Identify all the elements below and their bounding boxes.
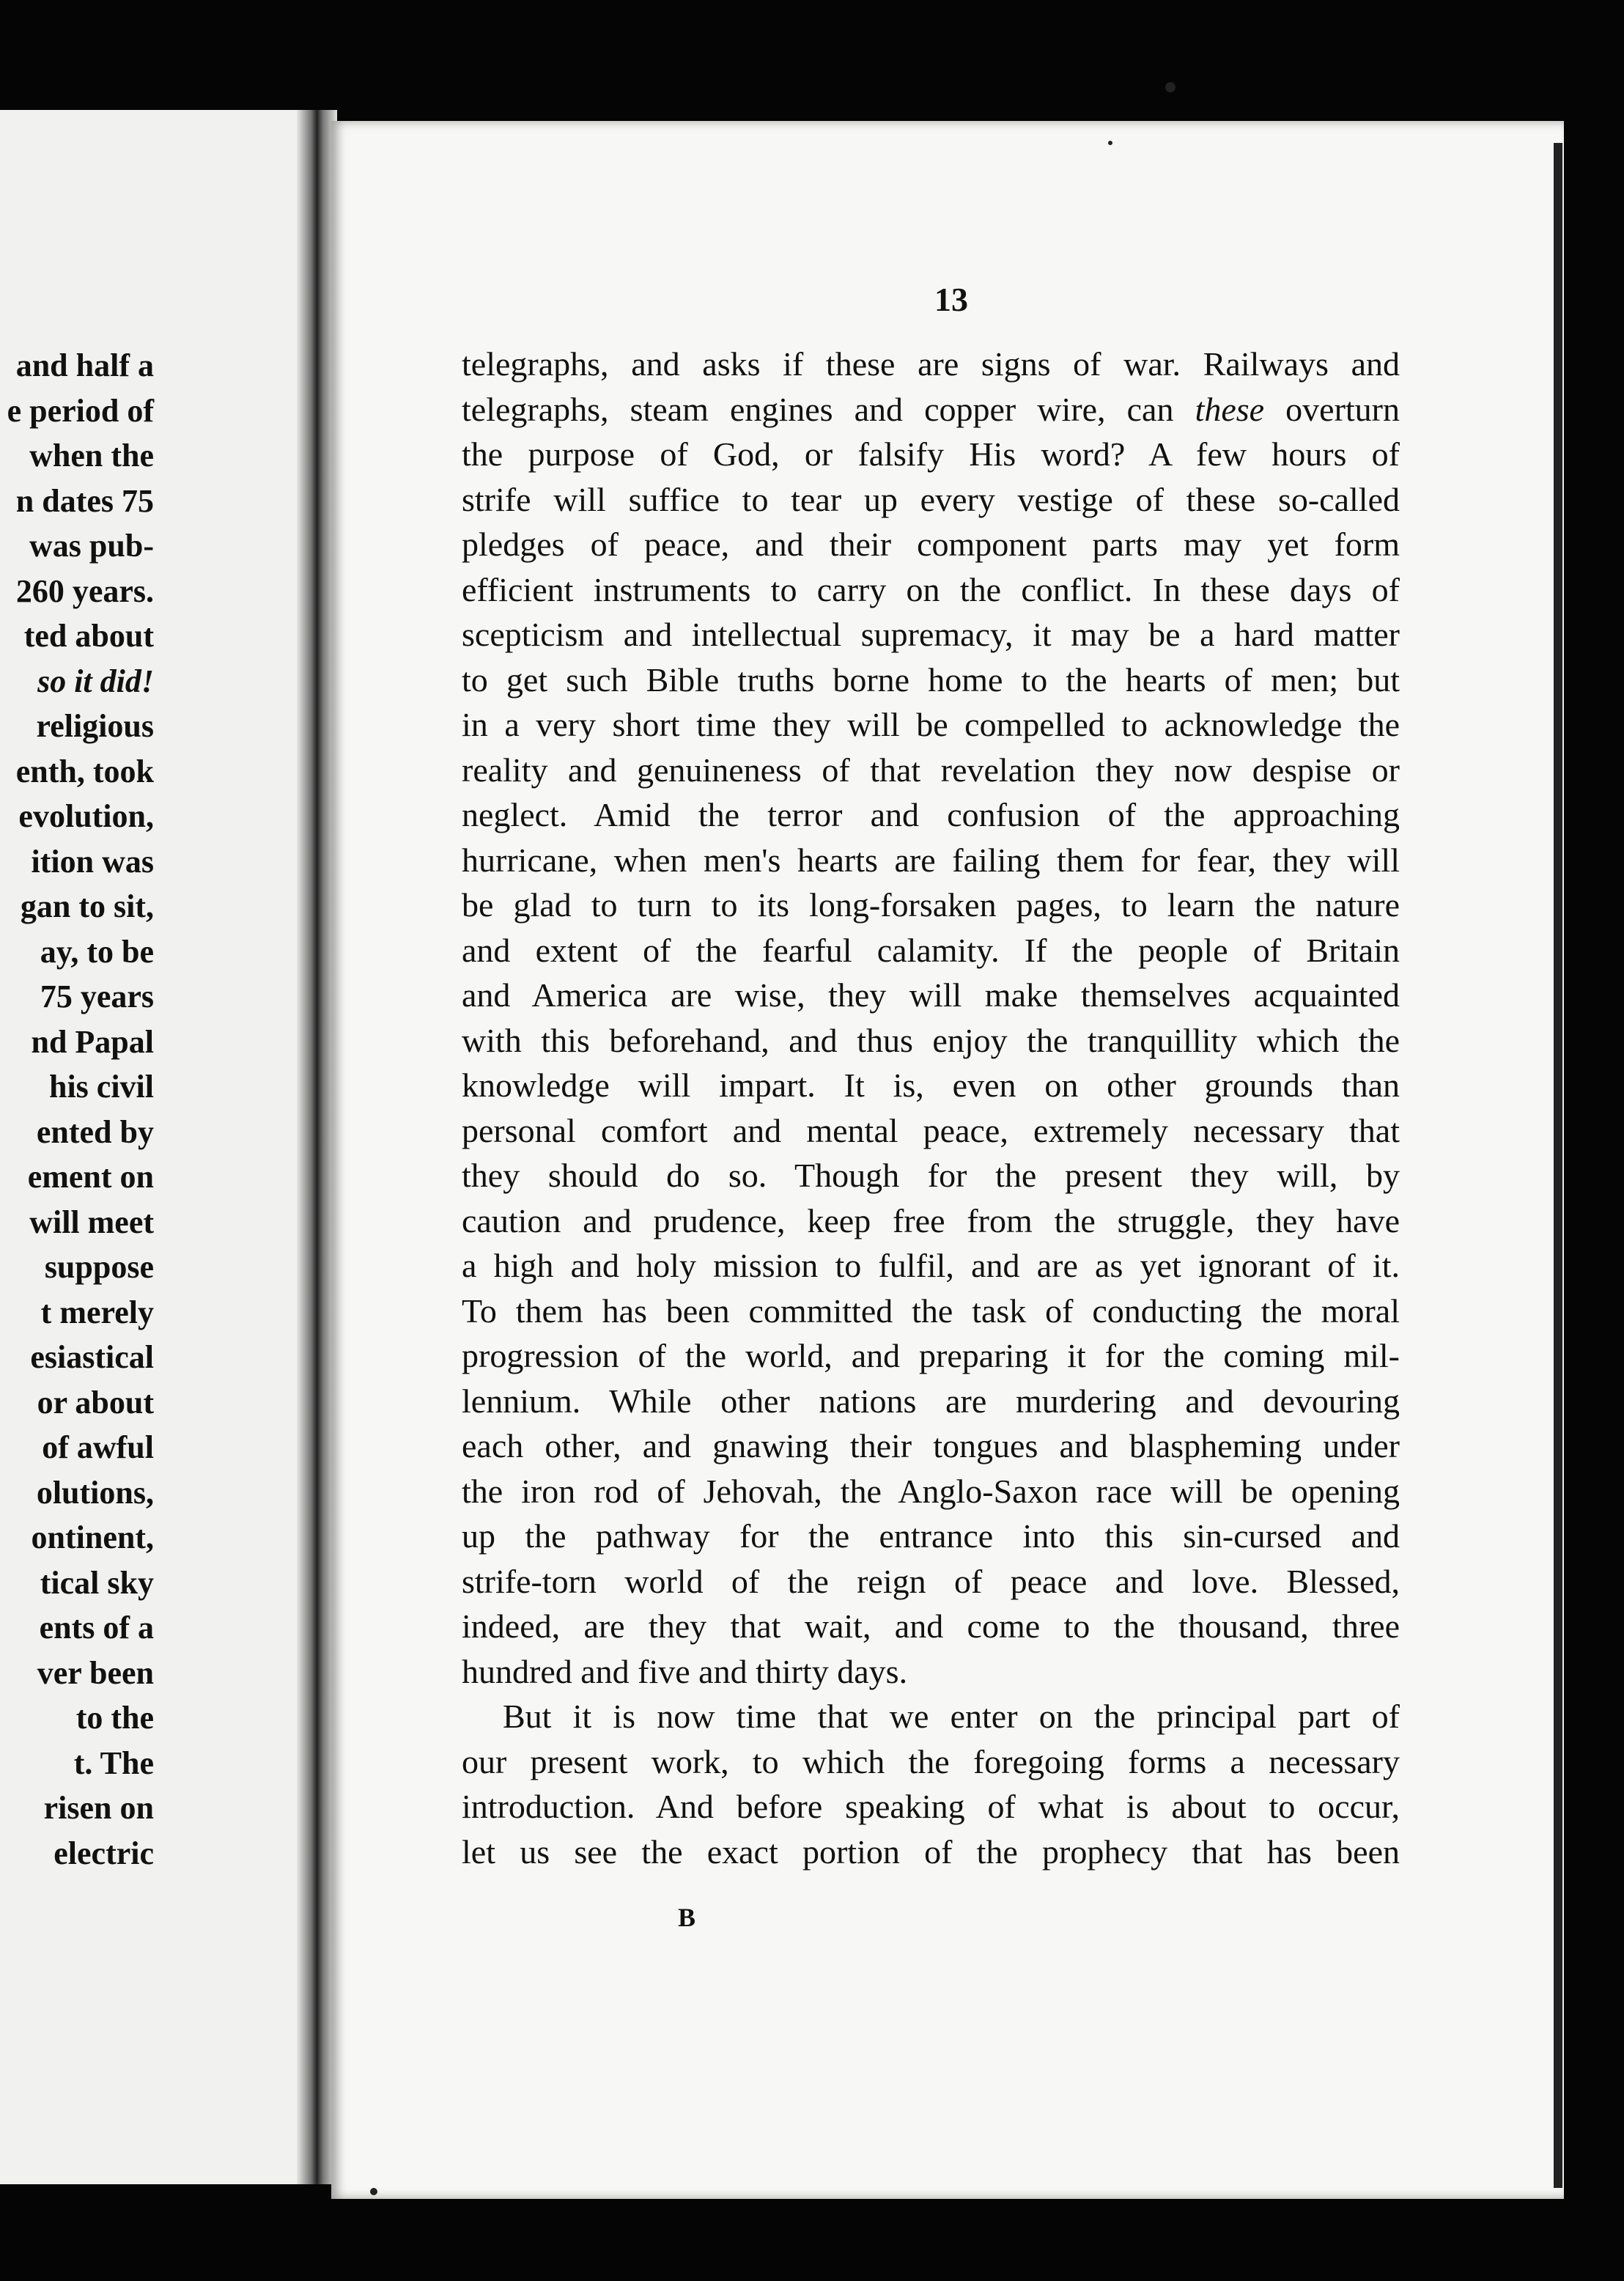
page-edge	[1554, 143, 1562, 2188]
text-line-part: and America are wise, they will make themselves acquainted	[462, 976, 1400, 1014]
text-line	[462, 657, 1400, 703]
text-line	[462, 1739, 1400, 1785]
left-page-line: nd Papal	[31, 1023, 154, 1060]
left-page-line: or about	[37, 1384, 154, 1420]
text-line-part: knowledge will impart. It is, even on other grounds than	[462, 1066, 1400, 1104]
text-line-part: the iron rod of Jehovah, the Anglo-Saxon race will be opening	[462, 1472, 1400, 1510]
text-line-part: our present work, to which the foregoing forms a necessary	[462, 1742, 1400, 1780]
left-page-line: t merely	[40, 1294, 154, 1330]
left-page-line: ay, to be	[40, 933, 154, 970]
left-page-line: so it did!	[37, 663, 154, 699]
left-page-line: electric	[53, 1835, 154, 1871]
text-line	[462, 702, 1400, 748]
left-page-line: esiastical	[30, 1339, 154, 1375]
page-number: 13	[934, 281, 968, 318]
signature-mark: B	[678, 1903, 696, 1932]
left-page-line: ents of a	[39, 1610, 154, 1646]
text-line-part: be glad to turn to its long-forsaken pages, to learn the nature	[462, 886, 1400, 924]
text-line	[462, 1108, 1400, 1154]
left-page-line: e period of	[7, 392, 154, 429]
text-line-part: hurricane, when men's hearts are failing them for fear, they will	[462, 841, 1400, 879]
text-line	[462, 792, 1400, 838]
text-line-part: overturn	[1264, 390, 1400, 428]
left-page-line: ver been	[37, 1654, 154, 1691]
text-line	[462, 1243, 1400, 1289]
left-page-line: evolution,	[18, 798, 154, 834]
text-line	[462, 1694, 1400, 1739]
left-page-line: t. The	[73, 1744, 154, 1781]
text-line	[462, 1829, 1400, 1875]
page-body-text	[462, 342, 1400, 1874]
text-line	[462, 748, 1400, 793]
text-line	[462, 928, 1400, 973]
text-line	[462, 1063, 1400, 1108]
left-page-text	[0, 343, 154, 1876]
text-line-part: strife will suffice to tear up every vestige of these so-called	[462, 480, 1400, 518]
text-line	[462, 1604, 1400, 1649]
text-line-part: introduction. And before speaking of what is about to occur,	[462, 1788, 1400, 1825]
text-line-part: lennium. While other nations are murdering and devouring	[462, 1382, 1400, 1420]
text-line-part: progression of the world, and preparing it for the coming mil-	[462, 1337, 1400, 1374]
left-page-line: ition was	[31, 843, 154, 880]
text-line	[462, 1514, 1400, 1559]
text-line-part: in a very short time they will be compelled to acknowledge the	[462, 706, 1400, 743]
text-line	[462, 1469, 1400, 1514]
left-page-line: risen on	[43, 1790, 154, 1826]
text-line	[462, 1333, 1400, 1379]
left-page-line: was pub-	[29, 528, 154, 564]
left-page-line: ement on	[27, 1159, 154, 1195]
text-line	[462, 1784, 1400, 1829]
left-page-line: his civil	[48, 1069, 154, 1105]
left-page-line: 260 years.	[15, 572, 154, 609]
left-page-line: n dates 75	[15, 482, 154, 519]
text-line-part: To them has been committed the task of conducting the moral	[462, 1291, 1400, 1330]
emphasized-word: these	[1195, 390, 1265, 428]
text-line	[462, 342, 1400, 387]
text-line	[462, 1018, 1400, 1064]
text-line-part: strife-torn world of the reign of peace and love. Blessed,	[462, 1562, 1400, 1600]
text-line-part: scepticism and intellectual supremacy, it may be a hard matter	[462, 616, 1400, 653]
text-line	[462, 882, 1400, 928]
text-line-part: indeed, are they that wait, and come to the thousand, three	[462, 1607, 1400, 1645]
left-page-line: suppose	[44, 1249, 154, 1285]
left-page-line: and half a	[15, 347, 154, 383]
text-line-part: telegraphs, steam engines and copper wire, can	[462, 390, 1195, 428]
text-line-part: caution and prudence, keep free from the struggle, they have	[462, 1201, 1400, 1239]
left-page-line: 75 years	[40, 979, 154, 1014]
scan-speck	[370, 2188, 377, 2195]
left-page-line: olutions,	[36, 1474, 154, 1511]
left-page-line: ted about	[23, 618, 154, 654]
text-line-part: they should do so. Though for the present they will, by	[462, 1157, 1400, 1194]
left-facing-page	[0, 110, 322, 2184]
text-line	[462, 567, 1400, 613]
text-line	[462, 387, 1400, 432]
left-page-line: enth, took	[15, 753, 154, 789]
left-page-line: when the	[29, 438, 154, 473]
text-line-part: efficient instruments to carry on the conflict. In these days of	[462, 570, 1400, 608]
text-line	[462, 477, 1400, 523]
text-line-part: and extent of the fearful calamity. If the people of Britain	[462, 931, 1400, 969]
left-page-line: gan to sit,	[20, 888, 154, 924]
text-line	[462, 1649, 1400, 1695]
left-page-line: of awful	[42, 1429, 154, 1465]
text-line-part: to get such Bible truths borne home to the hearts of men; but	[462, 660, 1400, 699]
text-line	[462, 973, 1400, 1018]
text-line-part: telegraphs, and asks if these are signs of war. Railways and	[462, 345, 1400, 383]
text-line	[462, 1379, 1400, 1424]
text-line	[462, 1559, 1400, 1604]
text-line	[462, 522, 1400, 567]
text-line	[462, 1289, 1400, 1334]
text-line	[462, 612, 1400, 657]
scan-speck	[1108, 141, 1112, 145]
text-line-part: up the pathway for the entrance into this sin-cursed and	[462, 1517, 1400, 1555]
text-line-part: neglect. Amid the terror and confusion of the approaching	[462, 796, 1400, 833]
text-line-part: personal comfort and mental peace, extremely necessary that	[462, 1111, 1400, 1149]
text-line-part: reality and genuineness of that revelation they now despise or	[462, 751, 1400, 789]
text-line-part: a high and holy mission to fulfil, and are as yet ignorant of it.	[462, 1247, 1400, 1284]
left-page-line: ented by	[36, 1113, 154, 1150]
scan-speck	[1165, 82, 1175, 92]
text-line-part: with this beforehand, and thus enjoy the tranquillity which the	[462, 1021, 1400, 1059]
text-line-part: let us see the exact portion of the prophecy that has been	[462, 1832, 1400, 1871]
left-page-line: to the	[75, 1700, 154, 1736]
left-page-line: ontinent,	[31, 1519, 154, 1555]
text-line-part: But it is now time that we enter on the principal part of	[503, 1698, 1400, 1735]
text-line-part: pledges of peace, and their component parts may yet form	[462, 526, 1400, 563]
left-page-line: tical sky	[40, 1564, 154, 1601]
text-line-part: each other, and gnawing their tongues and blaspheming under	[462, 1427, 1400, 1464]
text-line-part: the purpose of God, or falsify His word? A few hours of	[462, 435, 1400, 473]
text-line	[462, 432, 1400, 477]
left-page-line: religious	[36, 708, 154, 744]
text-line-part: hundred and five and thirty days.	[462, 1652, 908, 1690]
text-line	[462, 1423, 1400, 1469]
left-page-line: will meet	[29, 1204, 154, 1240]
text-line	[462, 1198, 1400, 1244]
text-line	[462, 1153, 1400, 1198]
text-line	[462, 838, 1400, 883]
